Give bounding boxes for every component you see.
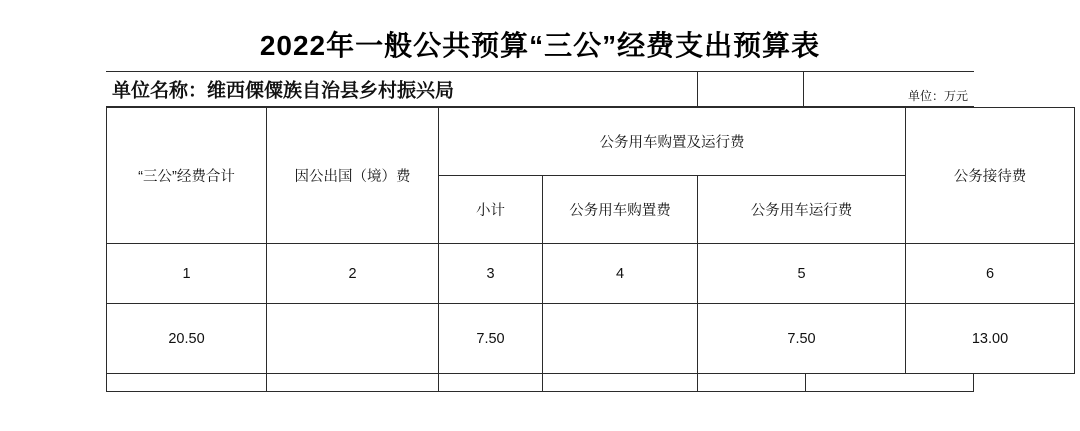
- column-divider: [697, 72, 698, 106]
- index-cell-5: 5: [698, 244, 906, 304]
- budget-sheet: [106, 22, 1027, 392]
- table-index-row: [107, 244, 1075, 304]
- index-cell-2: 2: [267, 244, 439, 304]
- index-cell-1: 1: [107, 244, 267, 304]
- table-header-row-1: [107, 108, 1075, 176]
- header-abroad: 因公出国（境）费: [267, 108, 439, 244]
- unit-name-label: 单位名称：维西傈僳族自治县乡村振兴局: [112, 80, 455, 102]
- column-divider: [438, 374, 439, 391]
- column-divider: [697, 374, 698, 391]
- header-reception: 公务接待费: [906, 108, 1075, 244]
- header-vehicle-purchase: 公务用车购置费: [543, 176, 698, 244]
- page-title: 2022年一般公共预算“三公”经费支出预算表: [259, 30, 821, 61]
- header-total: “三公”经费合计: [107, 108, 267, 244]
- header-vehicle-group: 公务用车购置及运行费: [439, 108, 906, 176]
- index-cell-4: 4: [543, 244, 698, 304]
- column-divider: [266, 374, 267, 391]
- value-vehicle-purchase: [543, 304, 698, 374]
- table-footer-strip: [106, 374, 974, 392]
- budget-table: [106, 107, 1075, 374]
- value-total: 20.50: [107, 304, 267, 374]
- index-cell-3: 3: [439, 244, 543, 304]
- value-abroad: [267, 304, 439, 374]
- value-vehicle-operation: 7.50: [698, 304, 906, 374]
- unit-info-row: [106, 71, 974, 107]
- table-row: [107, 304, 1075, 374]
- index-cell-6: 6: [906, 244, 1075, 304]
- column-divider: [805, 374, 806, 391]
- header-vehicle-subtotal: 小计: [439, 176, 543, 244]
- unit-measure-label: 单位：万元: [907, 89, 968, 103]
- header-vehicle-operation: 公务用车运行费: [698, 176, 906, 244]
- value-vehicle-subtotal: 7.50: [439, 304, 543, 374]
- value-reception: 13.00: [906, 304, 1075, 374]
- column-divider: [803, 72, 804, 106]
- column-divider: [542, 374, 543, 391]
